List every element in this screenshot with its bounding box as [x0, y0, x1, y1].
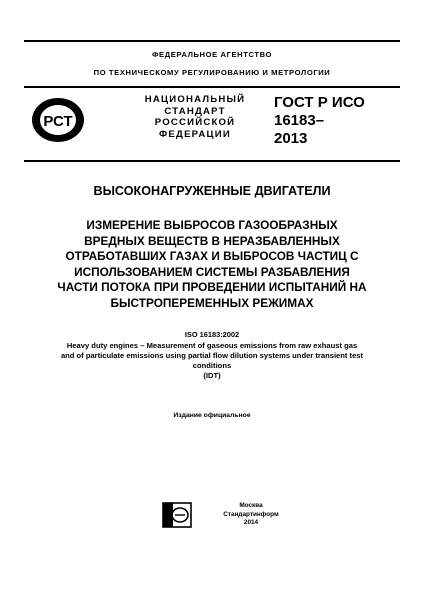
gost-line-2: 16183–: [274, 112, 325, 129]
subtitle-line: ИСПОЛЬЗОВАНИЕМ СИСТЕМЫ РАЗБАВЛЕНИЯ: [74, 264, 350, 279]
publisher-year: 2014: [243, 519, 259, 527]
national-line-2: СТАНДАРТ: [164, 105, 226, 117]
subtitle-line: ВРЕДНЫХ ВЕЩЕСТВ В НЕРАЗБАВЛЕННЫХ: [84, 233, 340, 248]
subtitle-line: ОТРАБОТАВШИХ ГАЗАХ И ВЫБРОСОВ ЧАСТИЦ С: [65, 249, 359, 264]
publisher-block: [206, 502, 296, 528]
block-rule: [24, 160, 400, 162]
agency-line-2: ПО ТЕХНИЧЕСКОМУ РЕГУЛИРОВАНИЮ И МЕТРОЛОГИИ: [93, 68, 331, 77]
gost-number: [274, 94, 365, 148]
publisher-name: Стандартинформ: [223, 510, 279, 518]
subtitle-line: ИЗМЕРЕНИЕ ВЫБРОСОВ ГАЗООБРАЗНЫХ: [86, 218, 338, 232]
idt-label: (IDT): [203, 371, 221, 380]
standartinform-logo-icon: [162, 502, 192, 528]
top-rule: [24, 40, 400, 42]
iso-number: ISO 16183:2002: [184, 330, 240, 339]
rst-logo-icon: [30, 96, 86, 144]
publisher-city: Москва: [239, 502, 263, 509]
document-subtitle: [40, 218, 384, 312]
english-title: [20, 341, 404, 381]
national-line-1: НАЦИОНАЛЬНЫЙ: [144, 94, 246, 105]
gost-line-3: 2013: [274, 130, 308, 147]
english-title-line: and of particulate emissions using partial flow dilution systems under transient test: [60, 351, 364, 360]
header-rule: [24, 86, 400, 88]
english-title-line: Heavy duty engines – Measurement of gaseous emissions from raw exhaust gas: [66, 341, 358, 350]
subtitle-line: БЫСТРОПЕРЕМЕННЫХ РЕЖИМАХ: [110, 295, 314, 310]
english-title-line: conditions: [192, 361, 232, 370]
subtitle-line: ЧАСТИ ПОТОКА ПРИ ПРОВЕДЕНИИ ИСПЫТАНИЙ НА: [57, 280, 367, 295]
national-standard-block: [120, 94, 270, 140]
gost-line-1: ГОСТ Р ИСО: [274, 94, 365, 111]
national-line-3: РОССИЙСКОЙ: [154, 117, 236, 128]
document-title: ВЫСОКОНАГРУЖЕННЫЕ ДВИГАТЕЛИ: [93, 184, 331, 198]
national-line-4: ФЕДЕРАЦИИ: [159, 128, 231, 140]
rst-logo-text: РСТ: [43, 113, 73, 130]
edition-label: Издание официальное: [173, 412, 251, 419]
agency-line-1: ФЕДЕРАЛЬНОЕ АГЕНТСТВО: [151, 50, 273, 59]
